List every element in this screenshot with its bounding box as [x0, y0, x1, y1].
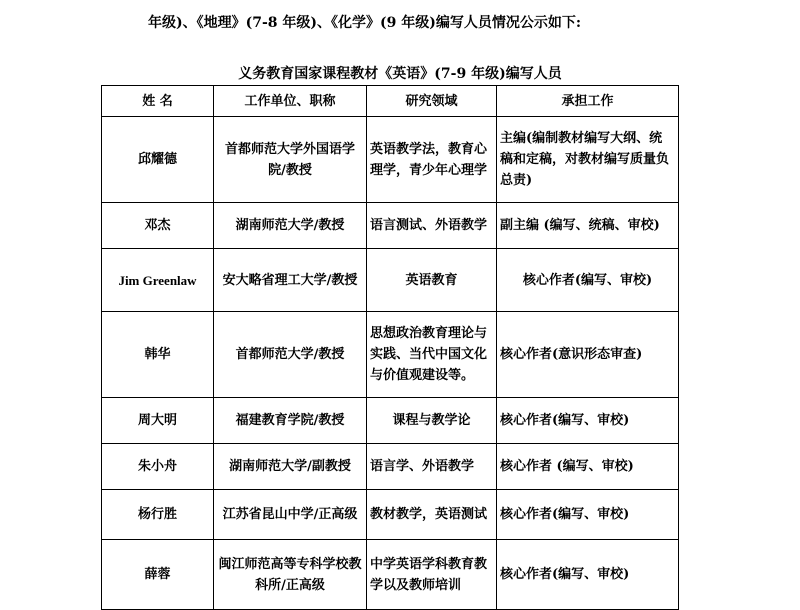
header-name: 姓 名: [102, 86, 214, 117]
cell-name: 朱小舟: [102, 444, 214, 490]
cell-unit: 安大略省理工大学/教授: [214, 249, 367, 312]
cell-unit: 湖南师范大学/教授: [214, 203, 367, 249]
cell-name: 韩华: [102, 312, 214, 398]
table-row: [102, 398, 679, 444]
cell-duty: 核心作者 (编写、审校): [497, 444, 679, 490]
table-caption: 义务教育国家课程教材《英语》(7-9 年级)编写人员: [238, 66, 562, 82]
cell-name: 周大明: [102, 398, 214, 444]
cell-field: 语言测试、外语教学: [367, 203, 497, 249]
cell-field: 教材教学，英语测试: [367, 490, 497, 540]
cell-name: 邓杰: [102, 203, 214, 249]
cell-unit: 首都师范大学/教授: [214, 312, 367, 398]
cell-duty: 核心作者(编写、审校): [497, 398, 679, 444]
cell-name: 杨行胜: [102, 490, 214, 540]
cell-unit: 福建教育学院/教授: [214, 398, 367, 444]
table-row: [102, 203, 679, 249]
cell-field: 思想政治教育理论与实践、当代中国文化与价值观建设等。: [367, 312, 497, 398]
header-duty: 承担工作: [497, 86, 679, 117]
cell-field: 中学英语学科教育教学以及教师培训: [367, 540, 497, 610]
cell-unit: 湖南师范大学/副教授: [214, 444, 367, 490]
cell-duty: 主编(编制教材编写大纲、统稿和定稿，对教材编写质量负总责): [497, 117, 679, 203]
table-row: [102, 490, 679, 540]
table-row: [102, 117, 679, 203]
table-header-row: [102, 86, 679, 117]
table-row: [102, 540, 679, 610]
header-unit: 工作单位、职称: [214, 86, 367, 117]
cell-duty: 核心作者(编写、审校): [497, 540, 679, 610]
cell-unit: 首都师范大学外国语学院/教授: [214, 117, 367, 203]
intro-line: 年级)、《地理》(7-8 年级)、《化学》(9 年级)编写人员情况公示如下:: [148, 15, 582, 31]
header-field: 研究领域: [367, 86, 497, 117]
cell-unit: 江苏省昆山中学/正高级: [214, 490, 367, 540]
cell-name: Jim Greenlaw: [102, 249, 214, 312]
table-row: [102, 312, 679, 398]
cell-name: 邱耀德: [102, 117, 214, 203]
cell-field: 语言学、外语教学: [367, 444, 497, 490]
cell-field: 英语教育: [367, 249, 497, 312]
cell-field: 英语教学法，教育心理学，青少年心理学: [367, 117, 497, 203]
cell-duty: 副主编 (编写、统稿、审校): [497, 203, 679, 249]
table-row: [102, 444, 679, 490]
cell-unit: 闽江师范高等专科学校教科所/正高级: [214, 540, 367, 610]
staff-table: [101, 85, 679, 610]
cell-field: 课程与教学论: [367, 398, 497, 444]
cell-duty: 核心作者(编写、审校): [497, 490, 679, 540]
cell-name: 薛蓉: [102, 540, 214, 610]
cell-duty: 核心作者(意识形态审查): [497, 312, 679, 398]
cell-duty: 核心作者(编写、审校): [497, 249, 679, 312]
table-row: [102, 249, 679, 312]
